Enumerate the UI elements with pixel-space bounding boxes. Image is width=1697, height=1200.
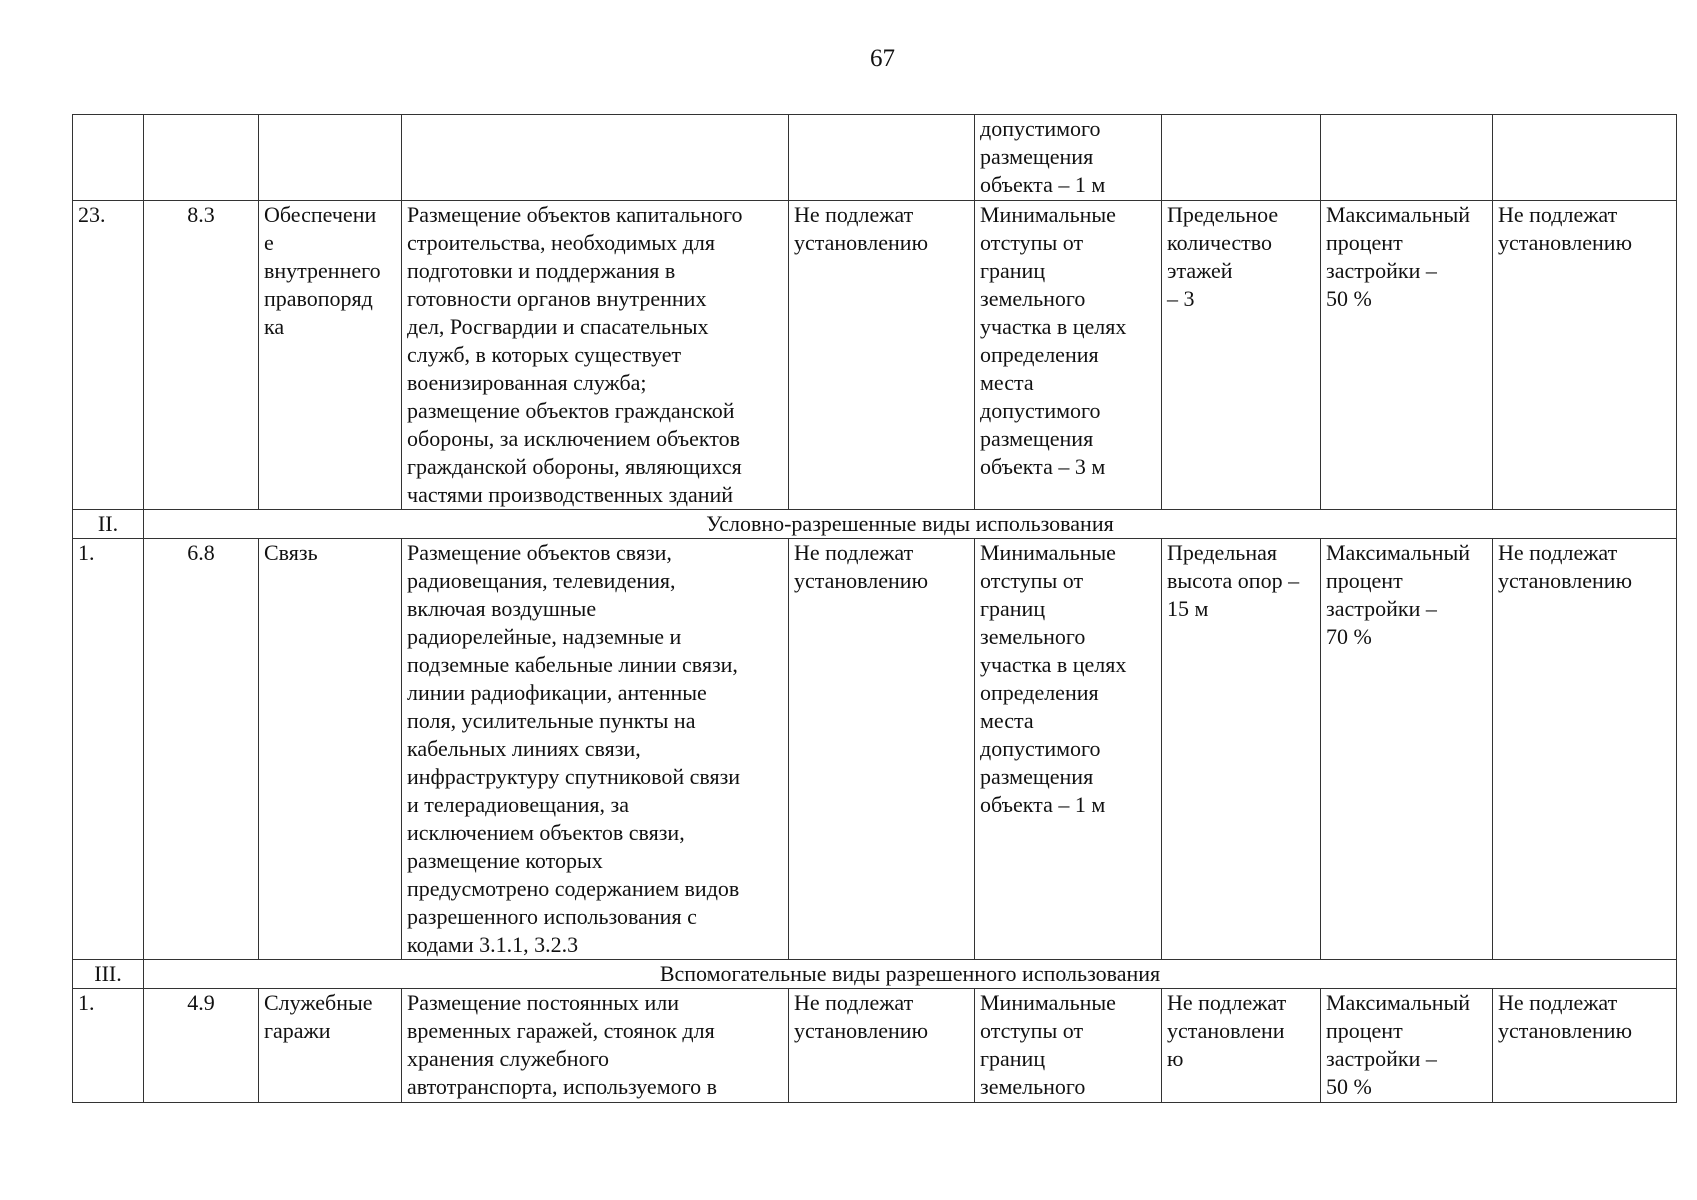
- cell-setbacks: Минимальные отступы от границ земельного участка в целях определения места допустимого размещения объекта – 3 м: [975, 201, 1162, 510]
- section-num: III.: [73, 960, 144, 989]
- cell-code: 6.8: [144, 539, 259, 960]
- cell-description: [402, 115, 789, 201]
- cell-col7: Не подлежат установлени ю: [1162, 989, 1321, 1103]
- cell-setbacks: Минимальные отступы от границ земельного: [975, 989, 1162, 1103]
- cell-col5: Не подлежат установлению: [789, 989, 975, 1103]
- cell-col5: [789, 115, 975, 201]
- cell-code: [144, 115, 259, 201]
- cell-col7: Предельная высота опор – 15 м: [1162, 539, 1321, 960]
- cell-setbacks: допустимого размещения объекта – 1 м: [975, 115, 1162, 201]
- cell-col8: Максимальный процент застройки – 70 %: [1321, 539, 1493, 960]
- cell-name: Служебные гаражи: [259, 989, 402, 1103]
- cell-name: [259, 115, 402, 201]
- cell-code: 4.9: [144, 989, 259, 1103]
- cell-col8: [1321, 115, 1493, 201]
- cell-col9: [1493, 115, 1677, 201]
- table-row-continuation: [73, 115, 1677, 201]
- cell-col5: Не подлежат установлению: [789, 201, 975, 510]
- cell-col7: Предельное количество этажей – 3: [1162, 201, 1321, 510]
- cell-name: Связь: [259, 539, 402, 960]
- section-title: Условно-разрешенные виды использования: [144, 510, 1677, 539]
- cell-num: 1.: [73, 989, 144, 1103]
- land-use-table: [72, 114, 1677, 1103]
- table-row: [73, 201, 1677, 510]
- cell-setbacks: Минимальные отступы от границ земельного участка в целях определения места допустимого размещения объекта – 1 м: [975, 539, 1162, 960]
- section-header-row: [73, 960, 1677, 989]
- cell-col8: Максимальный процент застройки – 50 %: [1321, 989, 1493, 1103]
- section-title: Вспомогательные виды разрешенного использования: [144, 960, 1677, 989]
- cell-num: 23.: [73, 201, 144, 510]
- cell-description: Размещение постоянных или временных гаражей, стоянок для хранения служебного автотранспорта, используемого в: [402, 989, 789, 1103]
- cell-col9: Не подлежат установлению: [1493, 989, 1677, 1103]
- cell-col5: Не подлежат установлению: [789, 539, 975, 960]
- cell-code: 8.3: [144, 201, 259, 510]
- cell-col7: [1162, 115, 1321, 201]
- cell-col9: Не подлежат установлению: [1493, 201, 1677, 510]
- cell-description: Размещение объектов капитального строительства, необходимых для подготовки и поддержания в готовности органов внутренних дел, Росгвардии и спасательных служб, в которых существует военизированная служба; размещение объектов гражданской обороны, за исключением объектов гражданской обороны, являющихся частями производственных зданий: [402, 201, 789, 510]
- section-num: II.: [73, 510, 144, 539]
- cell-num: 1.: [73, 539, 144, 960]
- cell-col8: Максимальный процент застройки – 50 %: [1321, 201, 1493, 510]
- table-row: [73, 539, 1677, 960]
- table-row: [73, 989, 1677, 1103]
- cell-name: Обеспечени е внутреннего правопоряд ка: [259, 201, 402, 510]
- cell-description: Размещение объектов связи, радиовещания, телевидения, включая воздушные радиорелейные, надземные и подземные кабельные линии связи, линии радиофикации, антенные поля, усилительные пункты на кабельных линиях связи, инфраструктуру спутниковой связи и телерадиовещания, за исключением объектов связи, размещение которых предусмотрено содержанием видов разрешенного использования с кодами 3.1.1, 3.2.3: [402, 539, 789, 960]
- section-header-row: [73, 510, 1677, 539]
- cell-num: [73, 115, 144, 201]
- page-number: 67: [870, 45, 895, 72]
- cell-col9: Не подлежат установлению: [1493, 539, 1677, 960]
